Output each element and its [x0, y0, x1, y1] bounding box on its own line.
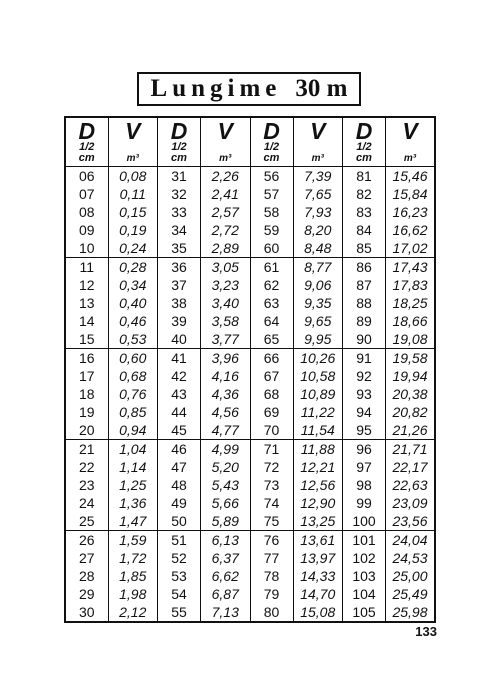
title-length: 30 m	[295, 75, 348, 102]
diameter-cell: 102	[343, 549, 386, 567]
volume-cell: 15,84	[386, 185, 436, 203]
diameter-cell: 35	[158, 239, 201, 258]
table-row	[65, 403, 435, 421]
diameter-cell: 87	[343, 276, 386, 294]
diameter-cell: 53	[158, 567, 201, 585]
volume-cell: 1,04	[108, 440, 158, 459]
diameter-cell: 16	[65, 349, 108, 368]
volume-cell: 10,58	[293, 367, 343, 385]
diameter-cell: 78	[250, 567, 293, 585]
volume-cell: 19,58	[386, 349, 436, 368]
diameter-cell: 34	[158, 221, 201, 239]
diameter-cell: 96	[343, 440, 386, 459]
volume-cell: 0,34	[108, 276, 158, 294]
volume-cell: 20,38	[386, 385, 436, 403]
volume-cell: 0,11	[108, 185, 158, 203]
diameter-cell: 50	[158, 512, 201, 531]
volume-cell: 17,43	[386, 258, 436, 277]
diameter-cell: 77	[250, 549, 293, 567]
header-volume: V m³	[293, 117, 343, 167]
volume-cell: 10,89	[293, 385, 343, 403]
volume-cell: 0,24	[108, 239, 158, 258]
diameter-cell: 30	[65, 603, 108, 622]
volume-cell: 17,02	[386, 239, 436, 258]
table-row	[65, 603, 435, 622]
volume-cell: 0,60	[108, 349, 158, 368]
volume-cell: 7,93	[293, 203, 343, 221]
volume-cell: 14,70	[293, 585, 343, 603]
diameter-cell: 12	[65, 276, 108, 294]
diameter-cell: 31	[158, 167, 201, 186]
table-row	[65, 239, 435, 258]
volume-cell: 9,06	[293, 276, 343, 294]
diameter-cell: 07	[65, 185, 108, 203]
volume-cell: 4,56	[201, 403, 251, 421]
diameter-cell: 20	[65, 421, 108, 440]
volume-cell: 23,56	[386, 512, 436, 531]
volume-cell: 13,97	[293, 549, 343, 567]
diameter-cell: 66	[250, 349, 293, 368]
diameter-cell: 65	[250, 330, 293, 349]
volume-cell: 17,83	[386, 276, 436, 294]
diameter-cell: 67	[250, 367, 293, 385]
volume-cell: 1,47	[108, 512, 158, 531]
page-number: 133	[415, 624, 437, 639]
volume-cell: 1,59	[108, 531, 158, 550]
volume-cell: 15,08	[293, 603, 343, 622]
volume-cell: 0,76	[108, 385, 158, 403]
header-row	[65, 117, 435, 167]
volume-cell: 0,68	[108, 367, 158, 385]
volume-cell: 9,95	[293, 330, 343, 349]
diameter-cell: 92	[343, 367, 386, 385]
diameter-cell: 24	[65, 494, 108, 512]
volume-cell: 3,58	[201, 312, 251, 330]
diameter-cell: 105	[343, 603, 386, 622]
diameter-cell: 60	[250, 239, 293, 258]
diameter-cell: 97	[343, 458, 386, 476]
diameter-cell: 79	[250, 585, 293, 603]
volume-cell: 15,46	[386, 167, 436, 186]
diameter-cell: 39	[158, 312, 201, 330]
diameter-cell: 100	[343, 512, 386, 531]
volume-cell: 2,12	[108, 603, 158, 622]
table-row	[65, 567, 435, 585]
table-row	[65, 385, 435, 403]
diameter-cell: 91	[343, 349, 386, 368]
volume-cell: 16,23	[386, 203, 436, 221]
diameter-cell: 27	[65, 549, 108, 567]
volume-cell: 3,77	[201, 330, 251, 349]
volume-cell: 4,99	[201, 440, 251, 459]
volume-cell: 21,71	[386, 440, 436, 459]
volume-cell: 13,25	[293, 512, 343, 531]
header-diameter: D 1/2 cm	[343, 117, 386, 167]
diameter-cell: 45	[158, 421, 201, 440]
diameter-cell: 33	[158, 203, 201, 221]
diameter-cell: 63	[250, 294, 293, 312]
volume-table	[64, 116, 436, 623]
diameter-cell: 82	[343, 185, 386, 203]
header-volume: V m³	[108, 117, 158, 167]
volume-cell: 25,98	[386, 603, 436, 622]
table-row	[65, 531, 435, 550]
diameter-cell: 76	[250, 531, 293, 550]
volume-cell: 12,90	[293, 494, 343, 512]
volume-cell: 2,41	[201, 185, 251, 203]
volume-cell: 5,89	[201, 512, 251, 531]
volume-cell: 5,66	[201, 494, 251, 512]
table-row	[65, 312, 435, 330]
header-diameter: D 1/2 cm	[250, 117, 293, 167]
volume-cell: 11,22	[293, 403, 343, 421]
diameter-cell: 75	[250, 512, 293, 531]
diameter-cell: 61	[250, 258, 293, 277]
header-diameter: D 1/2 cm	[65, 117, 108, 167]
table-row	[65, 185, 435, 203]
volume-cell: 1,25	[108, 476, 158, 494]
volume-cell: 0,85	[108, 403, 158, 421]
diameter-cell: 104	[343, 585, 386, 603]
volume-cell: 8,20	[293, 221, 343, 239]
diameter-cell: 59	[250, 221, 293, 239]
diameter-cell: 08	[65, 203, 108, 221]
diameter-cell: 18	[65, 385, 108, 403]
volume-cell: 24,04	[386, 531, 436, 550]
volume-cell: 2,89	[201, 239, 251, 258]
diameter-cell: 58	[250, 203, 293, 221]
volume-cell: 1,85	[108, 567, 158, 585]
volume-cell: 6,13	[201, 531, 251, 550]
diameter-cell: 55	[158, 603, 201, 622]
volume-cell: 4,16	[201, 367, 251, 385]
title-word: Lungime	[150, 75, 282, 102]
diameter-cell: 48	[158, 476, 201, 494]
diameter-cell: 06	[65, 167, 108, 186]
volume-cell: 2,26	[201, 167, 251, 186]
table-row	[65, 458, 435, 476]
volume-cell: 9,65	[293, 312, 343, 330]
diameter-cell: 74	[250, 494, 293, 512]
diameter-cell: 64	[250, 312, 293, 330]
diameter-cell: 72	[250, 458, 293, 476]
table-row	[65, 167, 435, 186]
diameter-cell: 85	[343, 239, 386, 258]
diameter-cell: 80	[250, 603, 293, 622]
diameter-cell: 89	[343, 312, 386, 330]
volume-cell: 22,17	[386, 458, 436, 476]
volume-cell: 13,61	[293, 531, 343, 550]
volume-cell: 12,56	[293, 476, 343, 494]
diameter-cell: 11	[65, 258, 108, 277]
volume-cell: 14,33	[293, 567, 343, 585]
table-row	[65, 367, 435, 385]
volume-cell: 21,26	[386, 421, 436, 440]
diameter-cell: 10	[65, 239, 108, 258]
volume-cell: 12,21	[293, 458, 343, 476]
header-volume: V m³	[201, 117, 251, 167]
diameter-cell: 103	[343, 567, 386, 585]
diameter-cell: 36	[158, 258, 201, 277]
diameter-cell: 94	[343, 403, 386, 421]
volume-cell: 6,87	[201, 585, 251, 603]
table-row	[65, 440, 435, 459]
volume-cell: 5,43	[201, 476, 251, 494]
volume-cell: 25,49	[386, 585, 436, 603]
diameter-cell: 43	[158, 385, 201, 403]
volume-cell: 4,36	[201, 385, 251, 403]
volume-cell: 6,62	[201, 567, 251, 585]
diameter-cell: 95	[343, 421, 386, 440]
table-row	[65, 276, 435, 294]
diameter-cell: 14	[65, 312, 108, 330]
volume-cell: 0,15	[108, 203, 158, 221]
diameter-cell: 38	[158, 294, 201, 312]
volume-cell: 2,57	[201, 203, 251, 221]
diameter-cell: 40	[158, 330, 201, 349]
table-row	[65, 294, 435, 312]
diameter-cell: 86	[343, 258, 386, 277]
table-row	[65, 549, 435, 567]
diameter-cell: 19	[65, 403, 108, 421]
diameter-cell: 13	[65, 294, 108, 312]
volume-cell: 25,00	[386, 567, 436, 585]
volume-cell: 7,65	[293, 185, 343, 203]
diameter-cell: 73	[250, 476, 293, 494]
diameter-cell: 22	[65, 458, 108, 476]
volume-cell: 6,37	[201, 549, 251, 567]
volume-cell: 20,82	[386, 403, 436, 421]
diameter-cell: 51	[158, 531, 201, 550]
table-body	[65, 167, 435, 623]
diameter-cell: 32	[158, 185, 201, 203]
volume-cell: 11,54	[293, 421, 343, 440]
diameter-cell: 90	[343, 330, 386, 349]
diameter-cell: 83	[343, 203, 386, 221]
table-row	[65, 585, 435, 603]
volume-cell: 24,53	[386, 549, 436, 567]
volume-cell: 7,13	[201, 603, 251, 622]
diameter-cell: 69	[250, 403, 293, 421]
volume-cell: 8,48	[293, 239, 343, 258]
volume-cell: 16,62	[386, 221, 436, 239]
diameter-cell: 41	[158, 349, 201, 368]
diameter-cell: 37	[158, 276, 201, 294]
diameter-cell: 23	[65, 476, 108, 494]
diameter-cell: 56	[250, 167, 293, 186]
diameter-cell: 49	[158, 494, 201, 512]
volume-cell: 8,77	[293, 258, 343, 277]
diameter-cell: 28	[65, 567, 108, 585]
volume-cell: 23,09	[386, 494, 436, 512]
volume-cell: 7,39	[293, 167, 343, 186]
diameter-cell: 98	[343, 476, 386, 494]
diameter-cell: 101	[343, 531, 386, 550]
diameter-cell: 88	[343, 294, 386, 312]
header-diameter: D 1/2 cm	[158, 117, 201, 167]
diameter-cell: 70	[250, 421, 293, 440]
header-volume: V m³	[386, 117, 436, 167]
page-title	[137, 72, 361, 106]
volume-cell: 5,20	[201, 458, 251, 476]
diameter-cell: 09	[65, 221, 108, 239]
volume-cell: 10,26	[293, 349, 343, 368]
diameter-cell: 93	[343, 385, 386, 403]
table-row	[65, 258, 435, 277]
diameter-cell: 57	[250, 185, 293, 203]
table-row	[65, 330, 435, 349]
volume-cell: 3,40	[201, 294, 251, 312]
volume-cell: 2,72	[201, 221, 251, 239]
volume-cell: 1,14	[108, 458, 158, 476]
volume-cell: 0,28	[108, 258, 158, 277]
diameter-cell: 44	[158, 403, 201, 421]
diameter-cell: 62	[250, 276, 293, 294]
diameter-cell: 17	[65, 367, 108, 385]
volume-cell: 11,88	[293, 440, 343, 459]
volume-cell: 0,53	[108, 330, 158, 349]
table-row	[65, 494, 435, 512]
volume-cell: 9,35	[293, 294, 343, 312]
diameter-cell: 26	[65, 531, 108, 550]
diameter-cell: 71	[250, 440, 293, 459]
table-row	[65, 512, 435, 531]
table-row	[65, 221, 435, 239]
diameter-cell: 42	[158, 367, 201, 385]
volume-cell: 18,25	[386, 294, 436, 312]
table-row	[65, 476, 435, 494]
diameter-cell: 52	[158, 549, 201, 567]
table-row	[65, 421, 435, 440]
volume-cell: 19,08	[386, 330, 436, 349]
volume-cell: 18,66	[386, 312, 436, 330]
diameter-cell: 25	[65, 512, 108, 531]
diameter-cell: 84	[343, 221, 386, 239]
volume-cell: 0,46	[108, 312, 158, 330]
diameter-cell: 46	[158, 440, 201, 459]
volume-cell: 1,98	[108, 585, 158, 603]
volume-cell: 3,23	[201, 276, 251, 294]
volume-cell: 0,08	[108, 167, 158, 186]
volume-cell: 0,19	[108, 221, 158, 239]
volume-cell: 0,94	[108, 421, 158, 440]
diameter-cell: 68	[250, 385, 293, 403]
volume-cell: 1,72	[108, 549, 158, 567]
diameter-cell: 47	[158, 458, 201, 476]
diameter-cell: 81	[343, 167, 386, 186]
volume-cell: 3,96	[201, 349, 251, 368]
volume-cell: 0,40	[108, 294, 158, 312]
diameter-cell: 15	[65, 330, 108, 349]
volume-cell: 1,36	[108, 494, 158, 512]
volume-cell: 19,94	[386, 367, 436, 385]
volume-cell: 22,63	[386, 476, 436, 494]
diameter-cell: 21	[65, 440, 108, 459]
volume-cell: 3,05	[201, 258, 251, 277]
diameter-cell: 29	[65, 585, 108, 603]
volume-cell: 4,77	[201, 421, 251, 440]
diameter-cell: 54	[158, 585, 201, 603]
table-row	[65, 349, 435, 368]
table-row	[65, 203, 435, 221]
diameter-cell: 99	[343, 494, 386, 512]
